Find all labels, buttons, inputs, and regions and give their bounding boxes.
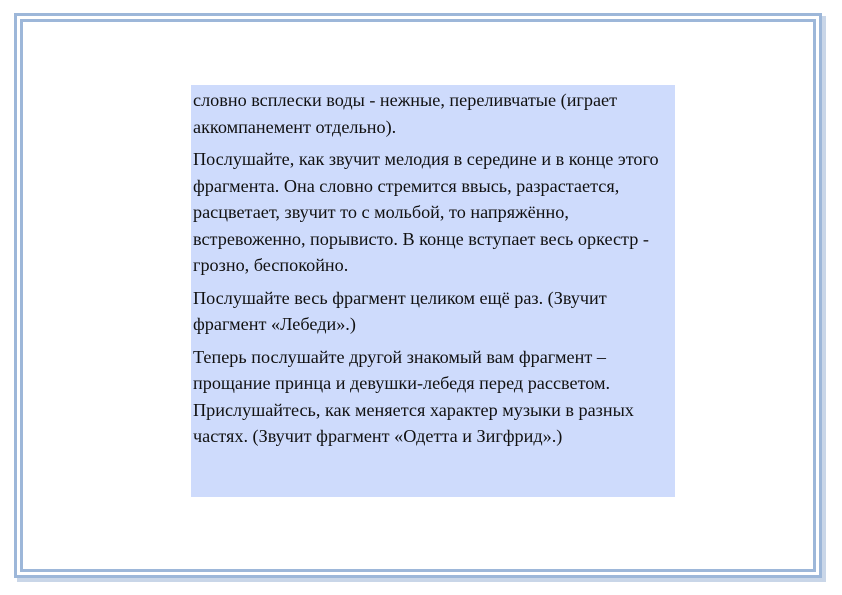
- paragraph-4: Теперь послушайте другой знакомый вам фрагмент – прощание принца и девушки-лебедя перед рассветом. Прислушайтесь, как меняется характер музыки в разных частях. (Звучит фрагмент «Одетта и Зигфрид».): [193, 346, 634, 446]
- paragraph-1: словно всплески воды - нежные, переливчатые (играет аккомпанемент отдельно).: [193, 90, 618, 137]
- text-box: [191, 85, 675, 497]
- paragraph-2: Послушайте, как звучит мелодия в середине и в конце этого фрагмента. Она словно стремится ввысь, разрастается, расцветает, звучит то с мольбой, то напряжённо, встревоженно, порывисто. В конце вступает весь оркестр - грозно, беспокойно.: [193, 149, 659, 275]
- frame-shadow-bottom: [17, 578, 826, 582]
- frame-shadow-right: [822, 16, 826, 582]
- paragraph-3: Послушайте весь фрагмент целиком ещё раз. (Звучит фрагмент «Лебеди».): [193, 287, 607, 334]
